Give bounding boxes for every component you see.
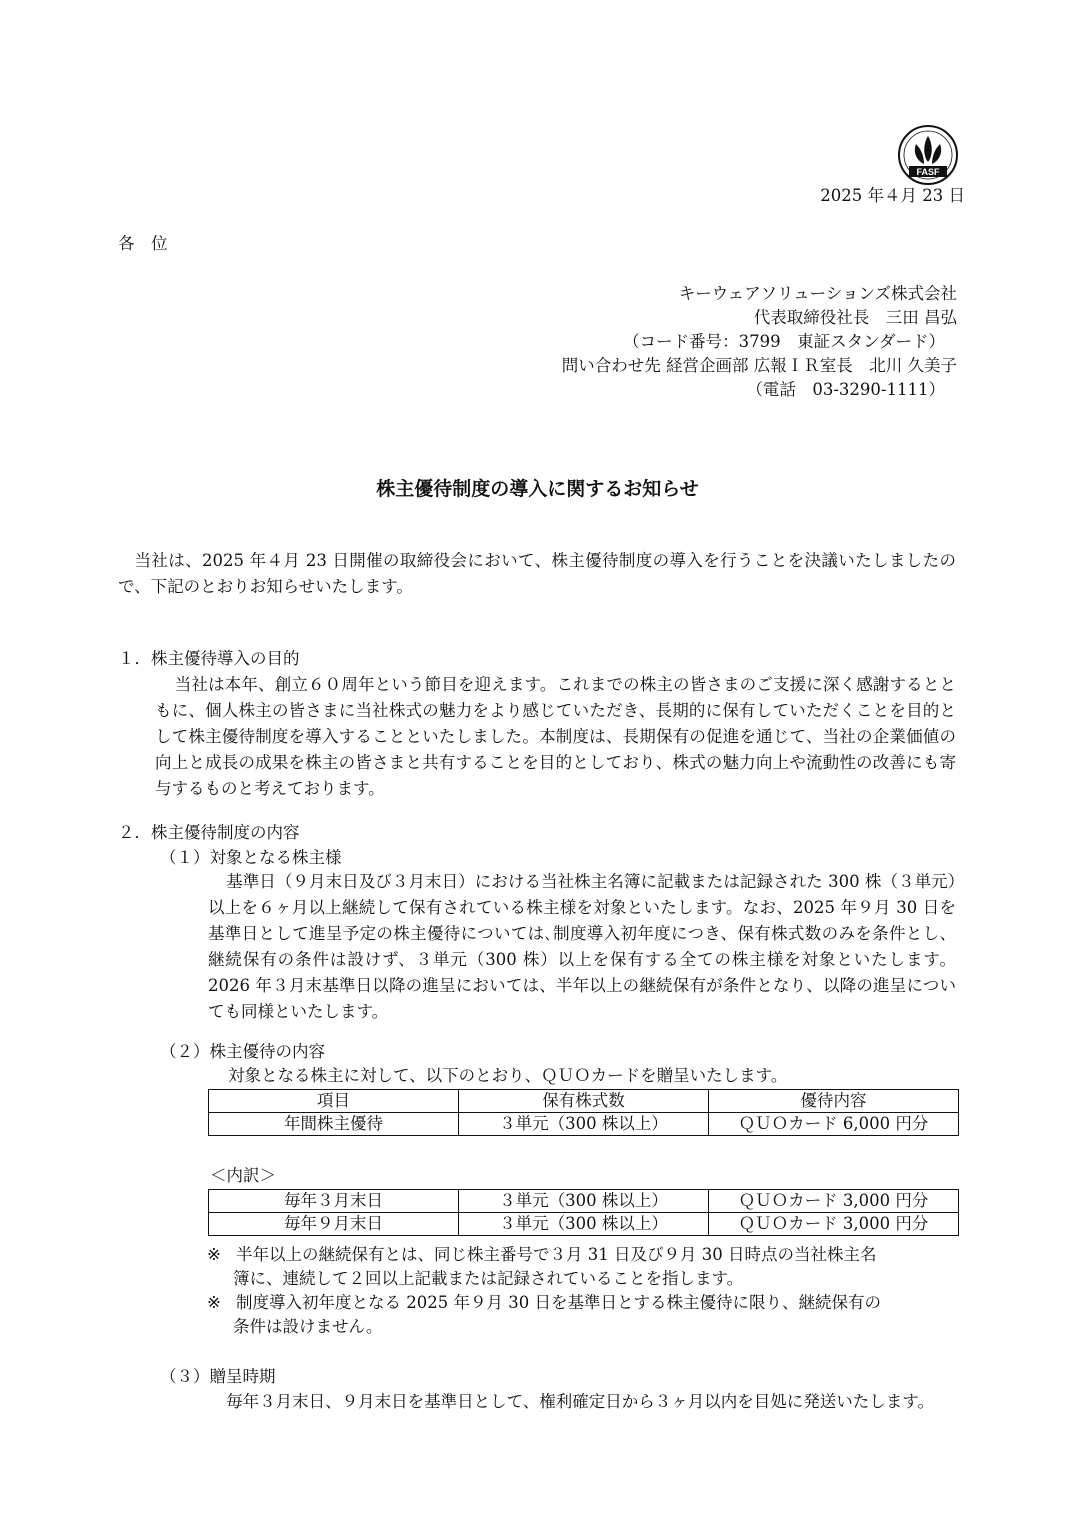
representative: 代表取締役社長 三田 昌弘 [753,308,957,327]
sub3-body: 毎年３月末日、９月末日を基準日として、権利確定日から３ヶ月以内を目処に発送いたします。 [226,1392,934,1411]
table-cell: ３単元（300 株以上） [459,1113,709,1136]
table-cell: ＱＵＯカード 6,000 円分 [709,1113,959,1136]
stock-code: （コード番号：3799 東証スタンダード） [623,332,945,351]
sub3-heading: （３）贈呈時期 [160,1367,276,1386]
contact: 問い合わせ先 経営企画部 広報ＩＲ室長 北川 久美子 [561,356,957,375]
addressee: 各 位 [118,234,168,253]
table-row [209,1113,959,1136]
sub1-heading: （１）対象となる株主様 [160,848,342,867]
note-line: 簿に、連続して２回以上記載または記録されていることを指します。 [233,1269,744,1288]
note-line: 制度導入初年度となる 2025 年９月 30 日を基準日とする株主優待に限り、継続保有の [236,1293,881,1312]
section2-heading: ２．株主優待制度の内容 [118,823,300,842]
table-header-cell: 項目 [209,1090,459,1113]
table-cell: ３単元（300 株以上） [459,1213,709,1236]
table-header-row [209,1090,959,1113]
company-name: キーウェアソリューションズ株式会社 [678,284,957,303]
phone: （電話 03-3290-1111） [746,380,945,399]
sub2-intro: 対象となる株主に対して、以下のとおり、ＱＵＯカードを贈呈いたします。 [228,1066,788,1085]
table-cell: 毎年３月末日 [209,1190,459,1213]
table-row [209,1213,959,1236]
table-cell: ３単元（300 株以上） [459,1190,709,1213]
section1-body: 当社は本年、創立６０周年という節目を迎えます。これまでの株主の皆さまのご支援に深く感謝するとともに、個人株主の皆さまに当社株式の魅力をより感じていただき、長期的に保有していただくことを目的として株主優待制度を導入することといたしました。本制度は、長期保有の促進を通じて、当社の企業価値の向上と成長の成果を株主の皆さまと共有することを目的としており、株式の魅力向上や流動性の改善にも寄与するものと考えております。 [155,675,956,798]
note-mark: ※ [207,1293,221,1312]
note-line: 条件は設けません。 [233,1317,383,1336]
fasf-seal-icon [897,124,959,186]
sub1-body: 基準日（９月末日及び３月末日）における当社株主名簿に記載または記録された 300 株（３単元）以上を６ヶ月以上継続して保有されている株主様を対象といたします。なお、2025 年９月 30 日を基準日として進呈予定の株主優待については､制度導入初年度につき、保有株式数のみを条件とし、継続保有の条件は設けず、３単元（300 株）以上を保有する全ての株主様を対象といたします。2026 年３月末基準日以降の進呈においては、半年以上の継続保有が条件となり、以降の進呈についても同様といたします。 [208,872,956,1021]
note-line: 半年以上の継続保有とは、同じ株主番号で３月 31 日及び９月 30 日時点の当社株主名 [236,1245,877,1264]
logo-label: FASF [916,167,940,177]
table-header-cell: 優待内容 [709,1090,959,1113]
table-cell: ＱＵＯカード 3,000 円分 [709,1213,959,1236]
breakdown-table [208,1189,959,1236]
section1-heading: １．株主優待導入の目的 [118,649,300,668]
table-cell: ＱＵＯカード 3,000 円分 [709,1190,959,1213]
sub2-heading: （２）株主優待の内容 [160,1042,325,1061]
table-row [209,1190,959,1213]
benefit-table [208,1089,959,1136]
table-cell: 毎年９月末日 [209,1213,459,1236]
page-title: 株主優待制度の導入に関するお知らせ [376,478,699,500]
intro-paragraph: 当社は、2025 年４月 23 日開催の取締役会において、株主優待制度の導入を行うことを決議いたしましたので、下記のとおりお知らせいたします。 [118,551,956,596]
document-date: 2025 年４月 23 日 [820,186,965,205]
note-mark: ※ [207,1245,221,1264]
breakdown-label: ＜内訳＞ [210,1166,276,1185]
table-cell: 年間株主優待 [209,1113,459,1136]
table-header-cell: 保有株式数 [459,1090,709,1113]
